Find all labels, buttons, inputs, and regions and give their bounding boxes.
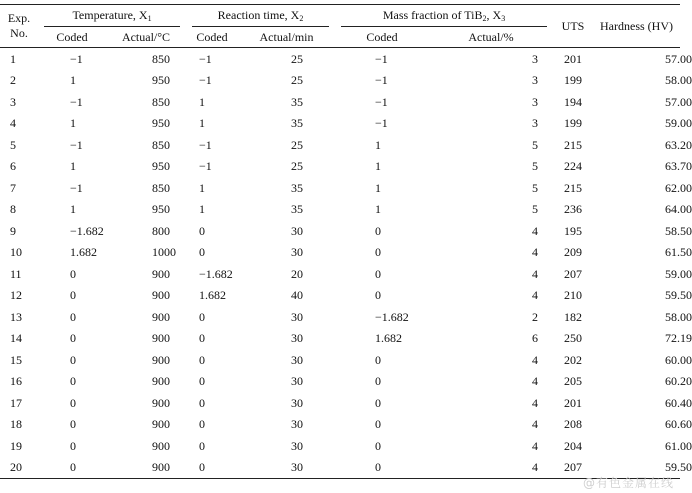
cell-temp-actual: 850 [152,94,170,109]
cell-mass-coded: 0 [375,374,381,389]
cell-uts: 202 [564,352,583,367]
cell-exp-no: 14 [10,331,22,346]
cell-uts: 195 [564,223,583,238]
cell-temp-coded: 1 [70,73,76,88]
header-uts [553,5,593,48]
table-row [0,328,680,350]
cell-mass-coded: 0 [375,223,381,238]
cell-time-actual: 30 [291,352,303,367]
table-row [0,414,680,436]
cell-time-actual: 25 [291,159,303,174]
cell-mass-actual: 4 [532,223,538,238]
cell-temp-actual: 850 [152,180,170,195]
cell-temp-coded: 0 [70,309,76,324]
cell-time-actual: 30 [291,245,303,260]
header-temperature [38,5,186,28]
cell-mass-coded: −1 [375,94,388,109]
cell-temp-coded: 0 [70,352,76,367]
header-mass-fraction-sub1: 2 [482,14,487,23]
cell-uts: 215 [564,137,583,152]
cell-hardness: 61.00 [665,438,692,453]
cell-mass-coded: 1 [375,202,381,217]
cell-temp-actual: 950 [152,73,170,88]
cell-uts: 182 [564,309,583,324]
cell-time-coded: −1 [199,159,212,174]
table-row [0,371,680,393]
cell-exp-no: 10 [10,245,22,260]
table-row [0,177,680,199]
header-actual-time: Actual/min [238,27,335,48]
cell-hardness: 58.50 [665,223,692,238]
cell-mass-actual: 3 [532,94,538,109]
cell-mass-actual: 3 [532,73,538,88]
header-coded-time: Coded [186,27,238,48]
cell-mass-coded: 0 [375,245,381,260]
cell-temp-coded: 0 [70,438,76,453]
table-row [0,48,680,70]
table-row [0,242,680,264]
cell-exp-no: 9 [10,223,16,238]
cell-mass-coded: 0 [375,395,381,410]
cell-mass-actual: 4 [532,438,538,453]
cell-uts: 210 [564,288,583,303]
cell-mass-actual: 4 [429,457,553,479]
cell-temp-actual: 900 [152,288,170,303]
cell-uts: 194 [564,94,583,109]
cell-hardness: 59.50 [593,457,680,479]
cell-temp-coded: 1 [70,116,76,131]
cell-time-coded: 0 [199,309,205,324]
cell-uts: 199 [564,73,583,88]
cell-mass-actual: 3 [532,51,538,66]
cell-exp-no: 16 [10,374,22,389]
cell-hardness: 62.00 [665,180,692,195]
cell-time-coded: 0 [199,352,205,367]
cell-mass-actual: 4 [532,266,538,281]
cell-mass-actual: 4 [532,352,538,367]
table-row [0,220,680,242]
header-coded-temp: Coded [38,27,106,48]
cell-exp-no: 11 [10,266,22,281]
header-mass-fraction-mid: , X [486,8,502,22]
cell-temp-coded: 0 [70,331,76,346]
cell-temp-actual: 900 [152,352,170,367]
cell-uts: 215 [564,180,583,195]
cell-temp-coded: −1.682 [70,223,104,238]
cell-exp-no: 2 [10,73,16,88]
cell-hardness: 60.60 [665,417,692,432]
cell-exp-no: 3 [10,94,16,109]
cell-mass-actual: 5 [532,202,538,217]
cell-hardness: 58.00 [665,309,692,324]
cell-mass-coded: 1 [375,137,381,152]
cell-temp-actual: 900 [152,331,170,346]
cell-temp-coded: −1 [70,94,83,109]
header-hardness [593,5,680,48]
cell-time-actual: 40 [291,288,303,303]
cell-exp-no: 15 [10,352,22,367]
cell-hardness: 57.00 [665,94,692,109]
cell-exp-no: 4 [10,116,16,131]
header-temperature-text: Temperature, X [72,8,148,22]
cell-hardness: 59.00 [665,116,692,131]
cell-mass-actual: 2 [532,309,538,324]
cell-uts: 205 [564,374,583,389]
cell-exp-no: 7 [10,180,16,195]
cell-temp-actual: 900 [152,438,170,453]
cell-time-coded: 1.682 [199,288,226,303]
cell-time-actual: 25 [291,137,303,152]
cell-time-coded: 0 [199,223,205,238]
cell-temp-actual: 900 [152,374,170,389]
cell-temp-coded: 0 [70,374,76,389]
cell-time-coded: 0 [199,374,205,389]
cell-mass-coded: −1 [375,51,388,66]
cell-time-coded: −1 [199,51,212,66]
cell-hardness: 64.00 [665,202,692,217]
table-row [0,113,680,135]
cell-time-coded: 0 [199,438,205,453]
table-row [0,263,680,285]
cell-time-actual: 35 [291,180,303,195]
cell-mass-actual: 5 [532,137,538,152]
cell-mass-coded: 1 [375,159,381,174]
cell-time-actual: 30 [291,331,303,346]
table-header [0,5,680,48]
cell-uts: 250 [564,331,583,346]
cell-uts: 201 [564,395,583,410]
cell-hardness: 57.00 [665,51,692,66]
cell-hardness: 72.19 [665,331,692,346]
table-row [0,306,680,328]
cell-time-actual: 20 [291,266,303,281]
cell-exp-no: 8 [10,202,16,217]
cell-hardness: 60.00 [665,352,692,367]
cell-temp-coded: 0 [70,288,76,303]
cell-hardness: 60.20 [665,374,692,389]
cell-exp-no: 6 [10,159,16,174]
cell-mass-coded: 0 [375,266,381,281]
cell-time-actual: 35 [291,202,303,217]
cell-temp-actual: 850 [152,51,170,66]
cell-temp-coded: 0 [70,395,76,410]
cell-uts: 199 [564,116,583,131]
cell-time-coded: 1 [199,116,205,131]
cell-mass-actual: 4 [532,395,538,410]
cell-hardness: 58.00 [665,73,692,88]
cell-mass-coded: 1 [375,180,381,195]
cell-hardness: 63.70 [665,159,692,174]
cell-mass-coded: −1.682 [375,309,409,324]
cell-exp-no: 20 [0,457,38,479]
cell-time-coded: 0 [199,245,205,260]
cell-temp-coded: −1 [70,51,83,66]
header-reaction-time-text: Reaction time, X [217,8,300,22]
cell-mass-coded: 1.682 [375,331,402,346]
header-exp-text: Exp. No. [7,11,31,40]
watermark: @有色金属在线 [582,476,674,490]
header-coded-mass: Coded [335,27,429,48]
header-uts-text: UTS [561,19,585,33]
cell-mass-coded: 0 [335,457,429,479]
header-reaction-time [186,5,335,28]
cell-exp-no: 12 [10,288,22,303]
cell-mass-coded: 0 [375,438,381,453]
table-row [0,91,680,113]
header-temperature-sub: 1 [147,14,152,23]
cell-time-coded: 1 [199,180,205,195]
cell-time-actual: 30 [238,457,335,479]
cell-time-actual: 30 [291,417,303,432]
cell-time-actual: 30 [291,395,303,410]
cell-time-coded: 0 [199,331,205,346]
cell-temp-actual: 950 [152,116,170,131]
cell-temp-actual: 950 [152,202,170,217]
cell-temp-coded: 0 [70,417,76,432]
table-body [0,48,692,479]
cell-time-actual: 25 [291,73,303,88]
cell-mass-actual: 4 [532,417,538,432]
cell-uts: 204 [564,438,583,453]
table-row [0,156,680,178]
cell-temp-coded: 0 [70,266,76,281]
cell-temp-actual: 900 [152,417,170,432]
cell-time-coded: 0 [199,395,205,410]
cell-time-coded: 0 [199,417,205,432]
cell-uts: 207 [553,457,593,479]
cell-time-actual: 30 [291,309,303,324]
table-row [0,199,680,221]
cell-temp-actual: 950 [152,159,170,174]
cell-temp-coded: 1 [70,159,76,174]
table-row [0,70,680,92]
cell-mass-actual: 3 [532,116,538,131]
cell-temp-actual: 1000 [152,245,176,260]
cell-hardness: 61.50 [665,245,692,260]
cell-hardness: 59.50 [665,288,692,303]
cell-hardness: 59.00 [665,266,692,281]
header-hardness-text: Hardness (HV) [600,19,673,33]
cell-temp-coded: −1 [70,180,83,195]
cell-mass-actual: 4 [532,288,538,303]
header-actual-mass: Actual/% [429,27,553,48]
cell-time-actual: 30 [291,223,303,238]
cell-mass-coded: 0 [375,417,381,432]
cell-hardness: 63.20 [665,137,692,152]
header-exp-no [0,5,38,48]
table-row [0,134,680,156]
header-mass-fraction-sub2: 3 [501,14,506,23]
cell-temp-coded: −1 [70,137,83,152]
table-row [0,457,680,479]
header-actual-temp: Actual/°C [106,27,186,48]
cell-temp-actual: 900 [152,395,170,410]
cell-mass-actual: 6 [532,331,538,346]
cell-time-actual: 30 [291,374,303,389]
cell-mass-actual: 4 [532,245,538,260]
cell-temp-actual: 900 [106,457,186,479]
cell-temp-actual: 850 [152,137,170,152]
cell-hardness: 60.40 [665,395,692,410]
table-row [0,435,680,457]
cell-temp-coded: 1.682 [70,245,97,260]
header-mass-fraction [335,5,553,28]
cell-mass-coded: −1 [375,73,388,88]
cell-time-actual: 30 [291,438,303,453]
header-mass-fraction-text: Mass fraction of TiB [382,8,483,22]
cell-time-coded: 1 [199,202,205,217]
cell-temp-coded: 1 [70,202,76,217]
cell-mass-actual: 4 [532,374,538,389]
cell-exp-no: 17 [10,395,22,410]
cell-exp-no: 5 [10,137,16,152]
cell-uts: 224 [564,159,583,174]
table-row [0,392,680,414]
cell-mass-coded: −1 [375,116,388,131]
cell-temp-actual: 800 [152,223,170,238]
table-row [0,349,680,371]
cell-exp-no: 13 [10,309,22,324]
cell-exp-no: 1 [10,51,16,66]
cell-uts: 208 [564,417,583,432]
table-row [0,285,680,307]
cell-uts: 207 [564,266,583,281]
cell-uts: 201 [564,51,583,66]
cell-time-coded: −1 [199,73,212,88]
header-reaction-time-sub: 2 [299,14,304,23]
cell-uts: 236 [564,202,583,217]
cell-mass-coded: 0 [375,352,381,367]
cell-time-coded: −1.682 [199,266,233,281]
cell-time-actual: 35 [291,116,303,131]
cell-mass-coded: 0 [375,288,381,303]
cell-exp-no: 19 [10,438,22,453]
cell-mass-actual: 5 [532,180,538,195]
cell-temp-actual: 900 [152,309,170,324]
cell-time-actual: 35 [291,94,303,109]
cell-time-coded: 0 [186,457,238,479]
experiment-table [0,4,692,479]
cell-mass-actual: 5 [532,159,538,174]
cell-uts: 209 [564,245,583,260]
cell-temp-coded: 0 [38,457,106,479]
cell-time-actual: 25 [291,51,303,66]
cell-temp-actual: 900 [152,266,170,281]
cell-time-coded: 1 [199,94,205,109]
cell-time-coded: −1 [199,137,212,152]
cell-exp-no: 18 [10,417,22,432]
